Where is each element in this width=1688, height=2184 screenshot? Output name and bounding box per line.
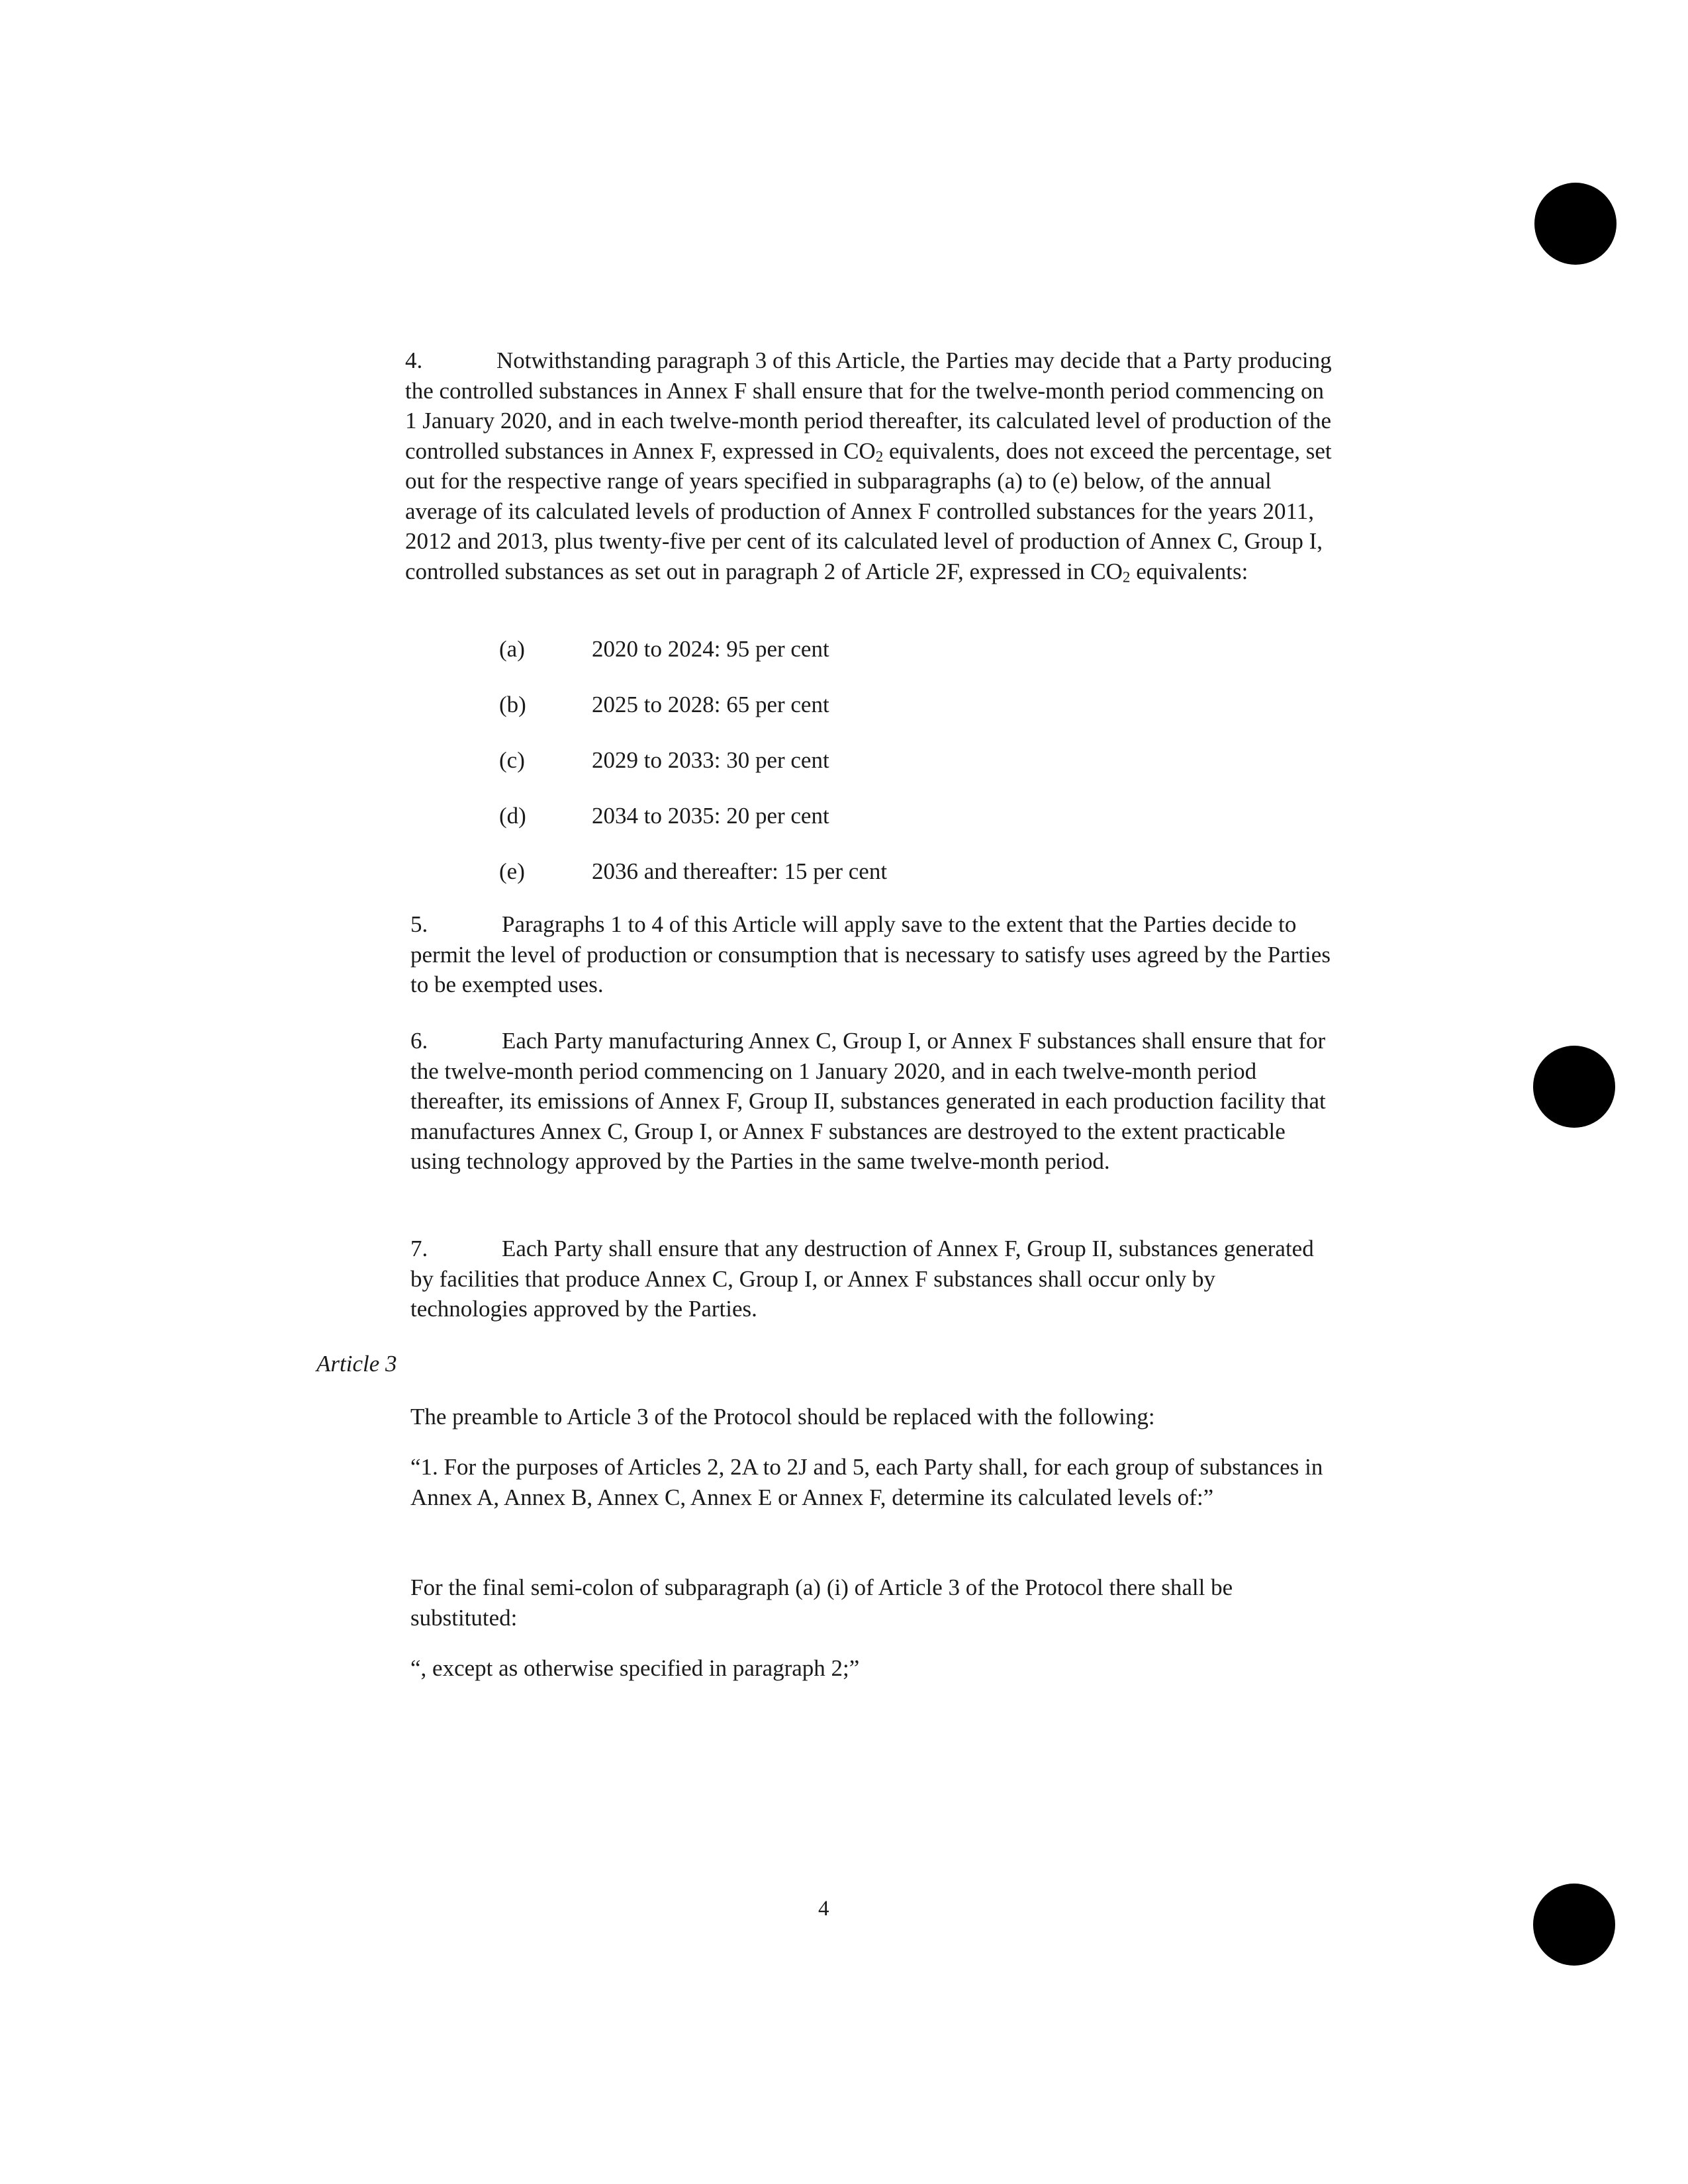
list-item-text: 2020 to 2024: 95 per cent <box>592 636 829 662</box>
page-number: 4 <box>818 1897 829 1921</box>
punch-hole-middle <box>1533 1046 1615 1128</box>
paragraph-text: equivalents, does not exceed the percentage, set out for the respective range of years specified in subparagraphs (a) to (e) below, of the annual average of its calculated levels of production of Annex F controlled substances for the years 2011, 2012 and 2013, plus twenty-five per cent of its calculated level of production of Annex C, Group I, controlled substances as set out in paragraph 2 of Article 2F, expressed in CO <box>405 437 1332 584</box>
article-heading: Article 3 <box>316 1351 397 1377</box>
paragraph-number: 6. <box>410 1028 428 1054</box>
paragraph-text: Paragraphs 1 to 4 of this Article will apply save to the extent that the Parties decide to permit the level of production or consumption that is necessary to satisfy uses agreed by the Parties to be exempted uses. <box>410 911 1331 997</box>
paragraph-text: Notwithstanding paragraph 3 of this Article, the Parties may decide that a Party producing the controlled substances in Annex F shall ensure that for the twelve-month period commencing on 1 January 2020, and in each twelve-month period thereafter, its calculated level of production of the controlled substances in Annex F, expressed in CO <box>405 347 1332 464</box>
list-item-label: (c) <box>499 747 525 773</box>
article-3-preamble-intro: The preamble to Article 3 of the Protocol should be replaced with the following: <box>410 1404 1155 1430</box>
paragraph-text: Each Party manufacturing Annex C, Group I, or Annex F substances shall ensure that for the twelve-month period commencing on 1 January 2020, and in each twelve-month period thereafter, its emissions of Annex F, Group II, substances generated in each production facility that manufactures Annex C, Group I, or Annex F substances are destroyed to the extent practicable using technology approved by the Parties in the same twelve-month period. <box>410 1028 1326 1174</box>
list-item-text: 2036 and thereafter: 15 per cent <box>592 858 888 884</box>
list-item-label: (a) <box>499 636 525 662</box>
list-item-label: (b) <box>499 692 526 717</box>
list-item <box>499 634 829 664</box>
subscript: 2 <box>875 447 884 465</box>
list-item-text: 2029 to 2033: 30 per cent <box>592 747 829 773</box>
paragraph-5 <box>410 909 1337 1000</box>
article-3-substitution-intro: For the final semi-colon of subparagraph (a) (i) of Article 3 of the Protocol there shall be substituted: <box>410 1574 1233 1631</box>
paragraph-text: Each Party shall ensure that any destruction of Annex F, Group II, substances generated by facilities that produce Annex C, Group I, or Annex F substances shall occur only by technologies approved by the Parties. <box>410 1236 1314 1322</box>
list-item <box>499 856 887 886</box>
paragraph-4 <box>405 345 1332 586</box>
paragraph-number: 4. <box>405 347 423 373</box>
list-item <box>499 801 829 831</box>
list-item-label: (d) <box>499 803 526 829</box>
list-item-text: 2034 to 2035: 20 per cent <box>592 803 829 829</box>
list-item-text: 2025 to 2028: 65 per cent <box>592 692 829 717</box>
list-item <box>499 690 829 719</box>
paragraph-text: equivalents: <box>1130 558 1248 584</box>
subscript: 2 <box>1122 568 1131 586</box>
list-item-label: (e) <box>499 858 525 884</box>
paragraph-number: 7. <box>410 1236 428 1261</box>
punch-hole-top <box>1534 183 1617 265</box>
article-3-substitution-quote: “, except as otherwise specified in paragraph 2;” <box>410 1655 860 1681</box>
punch-hole-bottom <box>1533 1884 1615 1966</box>
paragraph-6 <box>410 1026 1337 1177</box>
article-3-preamble-quote: “1. For the purposes of Articles 2, 2A to 2J and 5, each Party shall, for each group of substances in Annex A, Annex B, Annex C, Annex E or Annex F, determine its calculated levels of:” <box>410 1454 1323 1510</box>
paragraph-number: 5. <box>410 911 428 937</box>
paragraph-7 <box>410 1234 1337 1324</box>
list-item <box>499 745 829 775</box>
